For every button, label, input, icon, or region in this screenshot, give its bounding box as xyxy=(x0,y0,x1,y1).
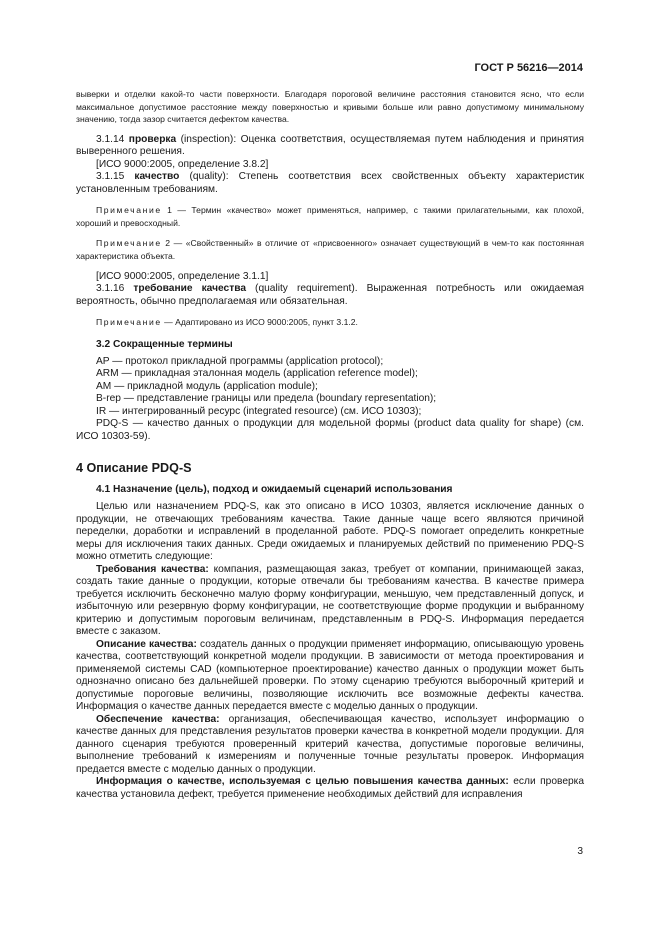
abbreviation-list xyxy=(76,356,584,444)
term-definition: (quality requirement). Выраженная потребность или ожидаемая вероятность, обычно предполагаемая или обязательная. xyxy=(76,283,585,307)
note-1 xyxy=(76,204,584,229)
note-text: 2 — «Свойственный» в отличие от «присвоенного» означает существующий в чем-то как постоянная характеристика объекта. xyxy=(76,238,584,262)
note-3 xyxy=(76,316,584,329)
term-number: 3.1.16 xyxy=(96,283,134,295)
section-heading-4: 4 Описание PDQ-S xyxy=(76,461,192,476)
usage-item-lead: Описание качества: xyxy=(96,638,197,650)
section-heading-3-2: 3.2 Сокращенные термины xyxy=(96,338,233,350)
abbreviation-item: IR — интегрированный ресурс (integrated resource) (см. ИСО 10303); xyxy=(96,405,422,417)
usage-item-text: организация, обеспечивающая качество, использует информацию о качестве данных для представления результатов проверки качества в конкретной модели продукции. Для данного сценария требуются проверенный критерий качества, допустимые пороговые величины, выполнение требований к измерениям и полученные точные результаты проверок. Информация предается вместе с моделью данных о продукции. xyxy=(76,713,584,775)
term-name: качество xyxy=(134,171,180,183)
document-header: ГОСТ Р 56216—2014 xyxy=(474,62,583,74)
note-label: Примечание xyxy=(96,317,162,328)
usage-item-lead: Обеспечение качества: xyxy=(96,713,220,725)
abbreviation-item: PDQ-S — качество данных о продукции для модельной формы (product data quality for shape) (см. ИСО 10303-59). xyxy=(76,418,584,442)
usage-item xyxy=(76,639,584,714)
term-3-1-15 xyxy=(76,171,584,196)
term-3-1-16 xyxy=(76,283,584,308)
term-name: проверка xyxy=(128,133,177,145)
term-reference: [ИСО 9000:2005, определение 3.1.1] xyxy=(96,270,269,282)
note-text: — Адаптировано из ИСО 9000:2005, пункт 3.1.2. xyxy=(161,317,358,328)
term-reference: [ИСО 9000:2005, определение 3.8.2] xyxy=(96,158,269,170)
term-number: 3.1.15 xyxy=(96,171,135,183)
usage-item xyxy=(76,564,584,639)
note-label: Примечание xyxy=(96,205,162,216)
note-label: Примечание xyxy=(96,238,162,249)
usage-item-text: создатель данных о продукции применяет информацию, описывающую уровень качества, соответствующий конкретной модели продукции. В зависимости от метода проектирования и применяемой системы CAD (компьютерное проектирование) качество данных о продукции может быть однозначно описано без дальнейшей проверки. По этому сценарию требуются выборочный критерий и допустимые пороговые величины, позволяющие исключить все возможные дефекты качества. Информация о качестве данных передается вместе с моделью данных о продукции. xyxy=(76,638,584,713)
intro-paragraph: выверки и отделки какой-то части поверхности. Благодаря пороговой величине расстояния становится ясно, что если максимальное допустимое расстояние между поверхностью и кривыми больше или равно допустимому минимальному значению, тогда зазор считается дефектом качества. xyxy=(76,89,584,125)
term-definition: (quality): Степень соответствия всех свойственных объекту характеристик установленным требованиям. xyxy=(76,171,585,195)
term-number: 3.1.14 xyxy=(96,133,129,145)
usage-item-text: компания, размещающая заказ, требует от компании, принимающей заказ, создать такие данные о продукции, которые отвечали бы требованиям качества. В качестве примера требуется исключить бесконечно малую форму конфигурации, меньшую, чем представленный допуск, и избыточную или резервную форму конфигурации, не соответствующие форме продукции и выбранному критерию и допустимым пороговым величинам, представленным в PDQ-S. Информация передается вместе с заказом. xyxy=(76,563,584,638)
term-3-1-14 xyxy=(76,134,584,159)
usage-item-text: если проверка качества установила дефект, требуется применение необходимых действий для исправления xyxy=(76,776,584,800)
abbreviation-item: AM — прикладной модуль (application module); xyxy=(96,380,318,392)
usage-item-lead: Информация о качестве, используемая с целью повышения качества данных: xyxy=(96,776,509,788)
term-definition: (inspection): Оценка соответствия, осуществляемая путем наблюдения и принятия выверенного решения. xyxy=(76,133,584,158)
note-2 xyxy=(76,237,584,262)
abbreviation-item: AP — протокол прикладной программы (application protocol); xyxy=(96,355,384,367)
page-content xyxy=(76,88,584,801)
section-4-1-intro: Целью или назначением PDQ-S, как это описано в ИСО 10303, является исключение данных о продукции, не отвечающих требованиям качества. Такие данные чаще всего являются причиной переделки, доработки и исправлений в проделанной работе. PDQ-S помогает определить конкретные меры для исключения таких данных. Среди ожидаемых и планируемых действий по применению PDQ-S можно отметить следующие: xyxy=(76,501,584,563)
usage-item xyxy=(76,776,584,801)
term-name: требование качества xyxy=(133,283,246,295)
usage-item-lead: Требования качества: xyxy=(96,563,209,575)
page-number: 3 xyxy=(577,846,583,857)
usage-item xyxy=(76,714,584,777)
abbreviation-item: B-rep — представление границы или предела (boundary representation); xyxy=(96,393,437,405)
section-heading-4-1: 4.1 Назначение (цель), подход и ожидаемый сценарий использования xyxy=(96,484,453,496)
abbreviation-item: ARM — прикладная эталонная модель (application reference model); xyxy=(96,368,418,380)
note-text: 1 — Термин «качество» может применяться, например, с такими прилагательными, как плохой, хороший и превосходный. xyxy=(76,205,584,228)
